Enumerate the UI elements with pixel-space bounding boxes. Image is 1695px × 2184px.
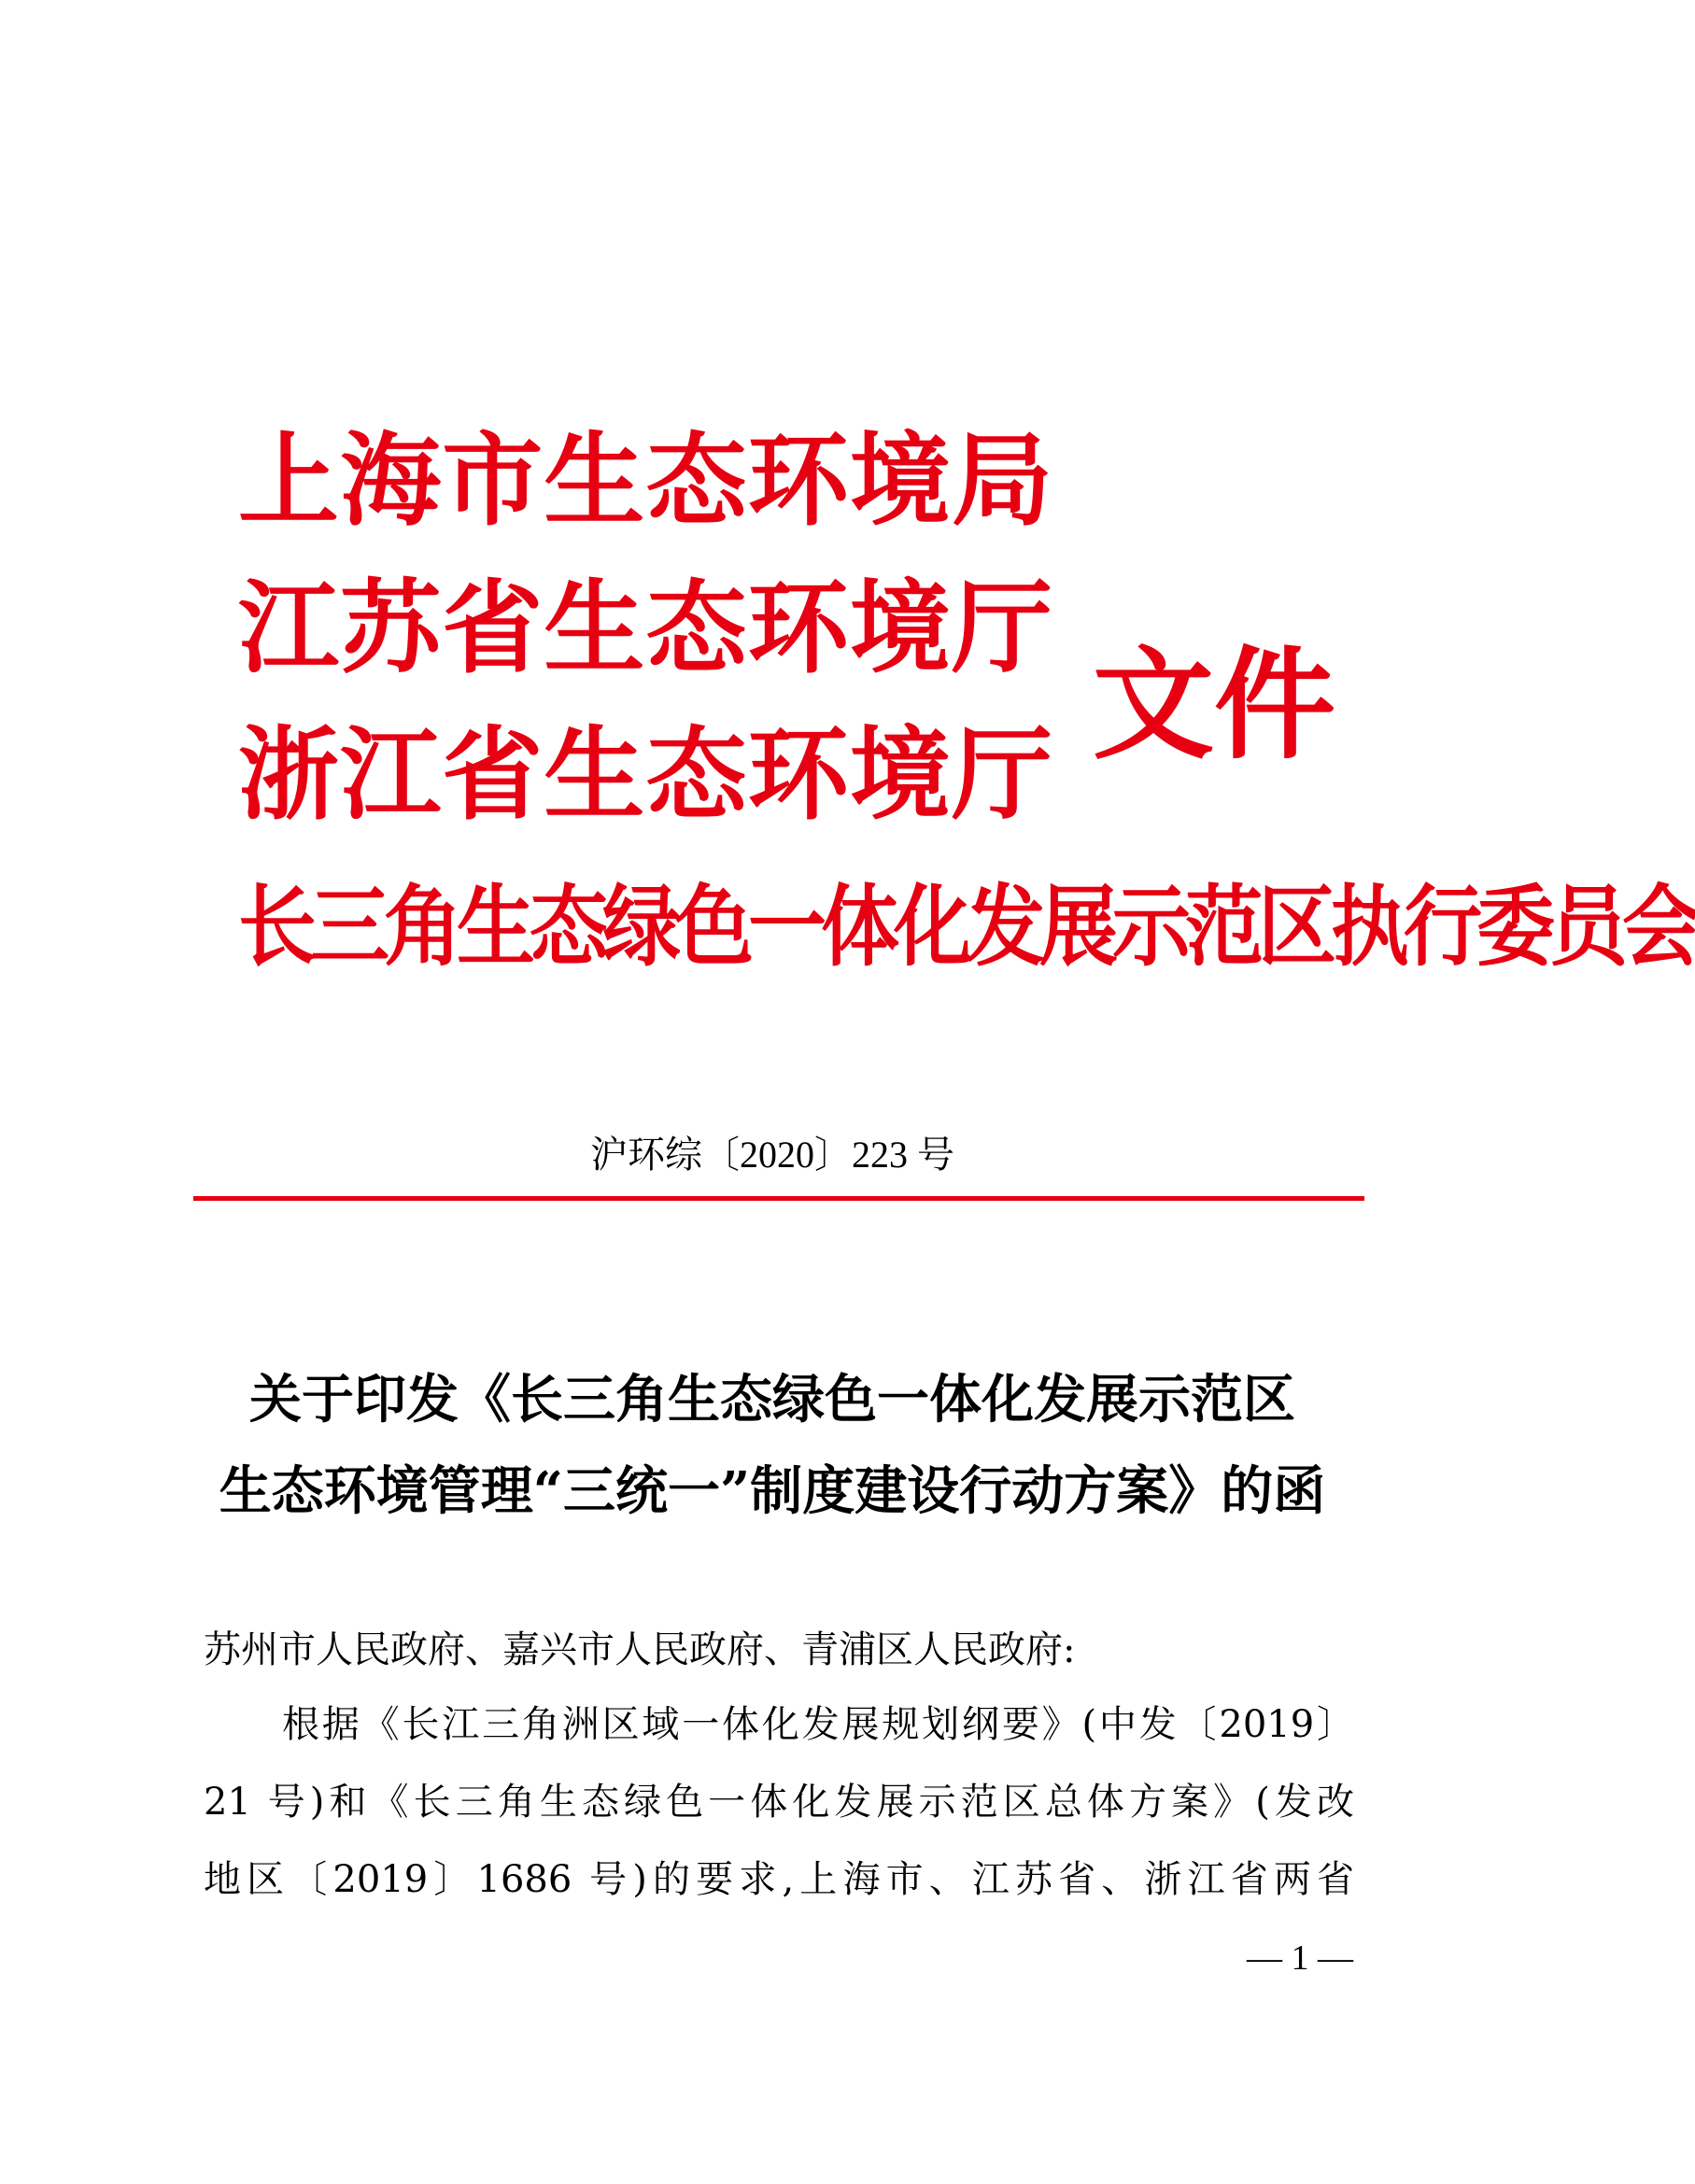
document-title-line-2: 生态环境管理“三统一”制度建设行动方案》的函 — [219, 1460, 1326, 1522]
agency-char: 环 — [747, 570, 849, 687]
agency-char: 省 — [442, 570, 544, 687]
body-line-3: 地区〔2019〕1686 号)的要求,上海市、江苏省、浙江省两省 — [204, 1858, 1354, 1901]
agency-char: 浙 — [238, 716, 340, 834]
document-number: 沪环综〔2020〕223 号 — [590, 1134, 954, 1176]
agency-char: 态 — [645, 716, 747, 834]
agency-char: 江 — [238, 570, 340, 687]
agency-char: 环 — [747, 716, 849, 834]
agency-name-zhejiang — [238, 716, 1052, 834]
agency-char: 生 — [544, 422, 645, 540]
agency-char: 省 — [442, 716, 544, 834]
document-title-line-1: 关于印发《长三角生态绿色一体化发展示范区 — [249, 1369, 1295, 1430]
body-line-2: 21 号)和《长三角生态绿色一体化发展示范区总体方案》(发改 — [204, 1781, 1354, 1824]
agency-char: 境 — [849, 716, 951, 834]
agency-char: 境 — [849, 422, 951, 540]
agency-char: 生 — [544, 716, 645, 834]
agency-name-jiangsu — [238, 570, 1052, 687]
agency-char: 苏 — [340, 570, 442, 687]
agency-char: 态 — [645, 570, 747, 687]
agency-char: 厅 — [951, 570, 1052, 687]
body-line-1: 根据《长江三角洲区域一体化发展规划纲要》(中发〔2019〕 — [282, 1703, 1354, 1746]
agency-char: 环 — [747, 422, 849, 540]
page-number: — 1 — — [1247, 1938, 1353, 1978]
agency-char: 上 — [238, 422, 340, 540]
agency-char: 局 — [951, 422, 1052, 540]
agency-char: 市 — [442, 422, 544, 540]
salutation: 苏州市人民政府、嘉兴市人民政府、青浦区人民政府: — [204, 1628, 1076, 1671]
agency-char: 态 — [645, 422, 747, 540]
agency-char: 海 — [340, 422, 442, 540]
agency-char: 厅 — [951, 716, 1052, 834]
agency-char: 境 — [849, 570, 951, 687]
red-divider-line — [193, 1196, 1364, 1201]
agency-char: 生 — [544, 570, 645, 687]
document-header-suffix: 文件 — [1093, 633, 1336, 776]
agency-char: 江 — [340, 716, 442, 834]
agency-name-executive-committee: 长三角生态绿色一体化发展示范区执行委员会 — [238, 874, 1695, 979]
agency-name-shanghai — [238, 422, 1052, 540]
